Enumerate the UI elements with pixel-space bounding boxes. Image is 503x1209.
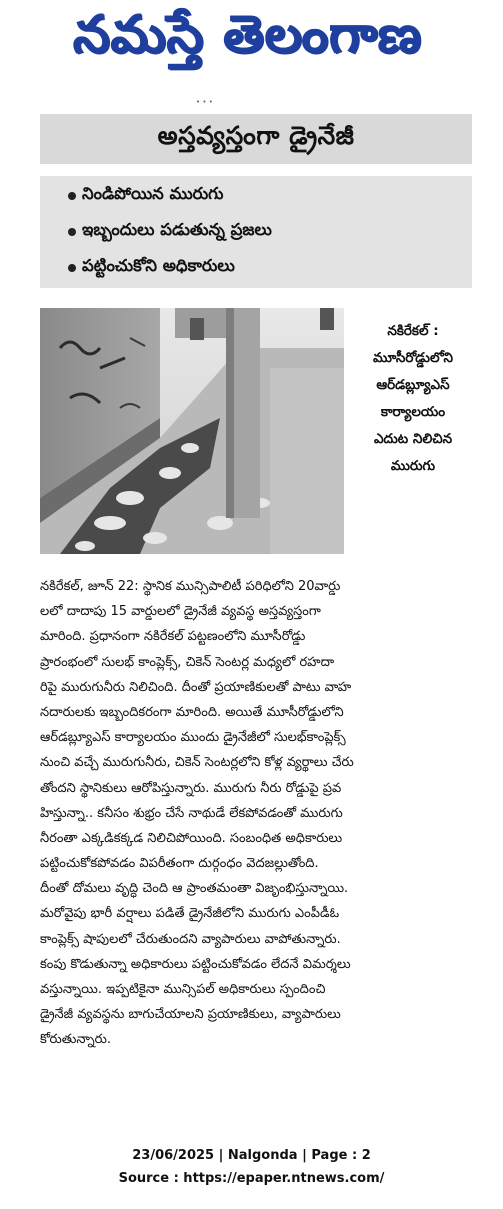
separator-dots: • • • bbox=[196, 98, 213, 106]
article-line: రిపై మురుగునీరు నిలిచింది. దీంతో ప్రయాణికులతో పాటు వాహ bbox=[40, 679, 352, 695]
article-line: హిస్తున్నా.. కనీసం శుభ్రం చేసే నాథుడే లేకపోవడంతో మురుగు bbox=[40, 805, 343, 821]
article-line: నదారులకు ఇబ్బందికరంగా మారింది. అయితే మూసీరోడ్డులోని bbox=[40, 704, 344, 720]
article-line: డ్రైనేజీ వ్యవస్థను బాగుచేయాలని ప్రయాణికులు, వ్యాపారులు bbox=[40, 1007, 341, 1023]
bullet-icon bbox=[68, 228, 76, 236]
article-line: నుంచి వచ్చే మురుగునీరు, చికెన్ సెంటర్లలోని కోళ్ల వ్యర్థాలు చేరు bbox=[40, 755, 354, 771]
headline-box bbox=[40, 114, 472, 164]
bullet-icon bbox=[68, 264, 76, 272]
article-line: పట్టించుకోకపోవడం విపరీతంగా దుర్గంధం వెదజల్లుతోంది. bbox=[40, 856, 319, 872]
article-line: ఆర్‌డబ్ల్యూఎస్ కార్యాలయం ముందు డ్రైనేజీలో సులభ్‌కాంప్లెక్స్ bbox=[40, 730, 346, 746]
article-line: తోందని స్థానికులు ఆరోపిస్తున్నారు. మురుగు నీరు రోడ్డుపై ప్రవ bbox=[40, 780, 342, 796]
newspaper-masthead: నమస్తే తెలంగాణ bbox=[73, 4, 423, 65]
footer-source: Source : https://epaper.ntnews.com/ bbox=[118, 1171, 385, 1186]
article-line: నీరంతా ఎక్కడికక్కడ నిలిచిపోయింది. సంబంధిత అధికారులు bbox=[40, 830, 343, 846]
caption-line: ఎదుట నిలిచిన bbox=[373, 431, 453, 447]
article-line: నకిరేకల్, జూన్ 22: స్థానిక మున్సిపాలిటీ పరిధిలోని 20వార్డు bbox=[40, 579, 341, 594]
highlights-box bbox=[40, 176, 472, 288]
footer-date-edition: 23/06/2025 | Nalgonda | Page : 2 bbox=[132, 1148, 371, 1163]
article-line: కంపు కొడుతున్నా అధికారులు పట్టించుకోవడం లేదనే విమర్శలు bbox=[40, 956, 351, 972]
highlight-text: నిండిపోయిన మురుగు bbox=[82, 184, 224, 203]
highlight-text: పట్టించుకోని అధికారులు bbox=[82, 256, 235, 275]
caption-line: మురుగు bbox=[390, 458, 436, 474]
article-line: కాంప్లెక్స్ షాపులలో చేరుతుందని వ్యాపారులు వాపోతున్నారు. bbox=[40, 931, 341, 947]
highlight-text: ఇబ్బందులు పడుతున్న ప్రజలు bbox=[82, 220, 272, 239]
article-line: దీంతో దోమలు వృద్ధి చెంది ఆ ప్రాంతమంతా విజృంభిస్తున్నాయి. bbox=[40, 881, 349, 897]
article-line: లలో దాదాపు 15 వార్డులలో డ్రైనేజీ వ్యవస్థ అస్తవ్యస్తంగా bbox=[40, 604, 321, 620]
article-line: మరోవైపు భారీ వర్షాలు పడితే డ్రైనేజీలోని మురుగు ఎంపీడీఓ bbox=[40, 906, 340, 922]
article-line: ప్రారంభంలో సులభ్ కాంప్లెక్స్, చికెన్ సెంటర్ల మధ్యలో రహదా bbox=[40, 654, 335, 670]
article-line: వస్తున్నాయి. ఇప్పటికైనా మున్సిపల్ అధికారులు స్పందించి bbox=[40, 982, 326, 997]
photo-caption bbox=[352, 318, 474, 504]
article-headline: అస్తవ్యస్తంగా డ్రైనేజీ bbox=[157, 121, 355, 150]
caption-line: నకిరేకల్ : bbox=[387, 323, 439, 339]
highlight-item bbox=[68, 220, 272, 243]
bullet-icon bbox=[68, 192, 76, 200]
highlight-item bbox=[68, 184, 224, 207]
drain-photo-graphic bbox=[40, 308, 344, 554]
caption-line: మూసీరోడ్డులోని bbox=[372, 350, 453, 366]
news-photo bbox=[40, 308, 344, 554]
article-line: మారింది. ప్రధానంగా నకిరేకల్ పట్టణంలోని మూసీరోడ్డు bbox=[40, 629, 306, 645]
article-body bbox=[40, 574, 472, 1053]
caption-line: ఆర్‌డబ్ల్యూఎస్ bbox=[376, 377, 450, 393]
article-line: కోరుతున్నారు. bbox=[40, 1032, 111, 1048]
highlight-item bbox=[68, 256, 235, 279]
caption-line: కార్యాలయం bbox=[380, 404, 446, 420]
